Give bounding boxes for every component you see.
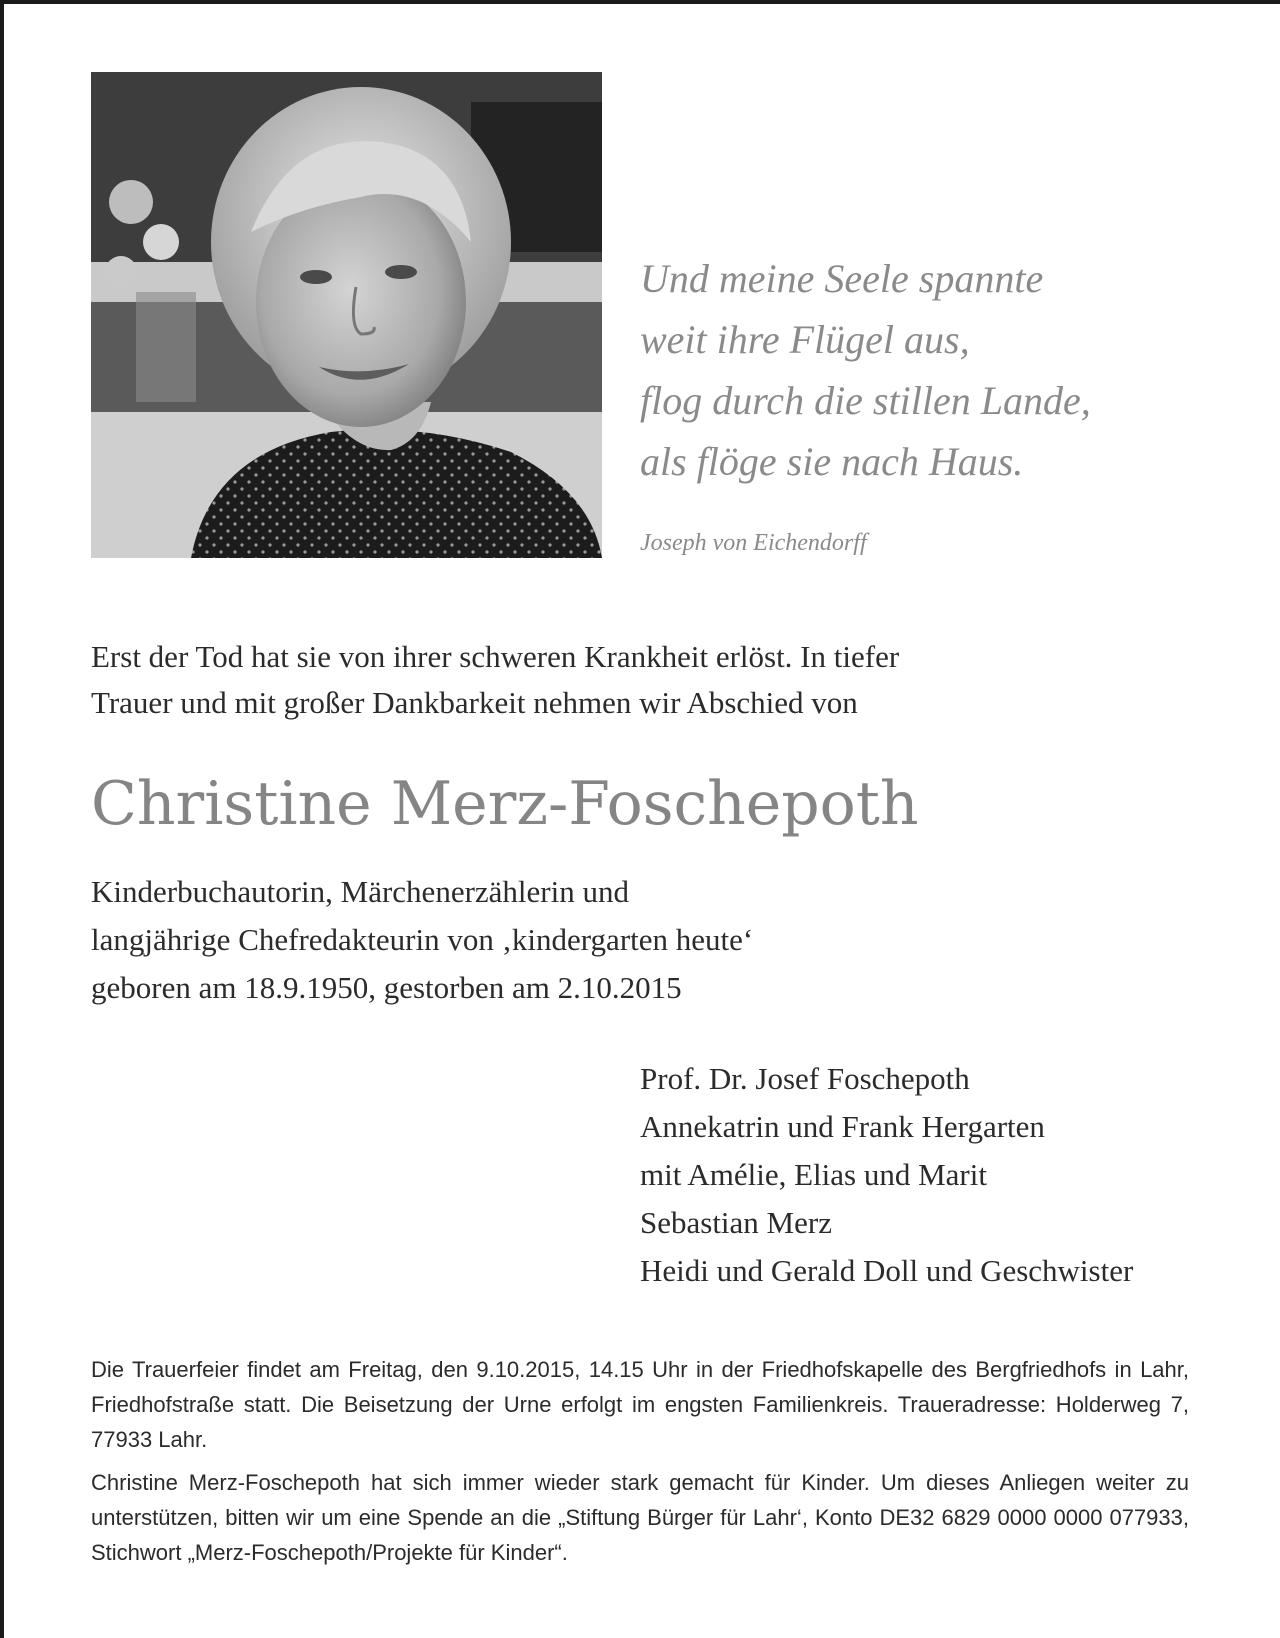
intro-line: Trauer und mit großer Dankbarkeit nehmen wir Abschied von [91,685,858,720]
deceased-name: Christine Merz-Foschepoth [91,769,919,839]
poem-line: als flöge sie nach Haus. [640,439,1024,484]
family-member: Heidi und Gerald Doll und Geschwister [640,1253,1134,1288]
poem-line: Und meine Seele spannte [640,256,1044,301]
bio-line: Kinderbuchautorin, Märchenerzählerin und [91,874,629,909]
family-member: Sebastian Merz [640,1205,832,1240]
intro-line: Erst der Tod hat sie von ihrer schweren Krankheit erlöst. In tiefer [91,639,900,674]
notes [91,1352,1189,1578]
poem-line: weit ihre Flügel aus, [640,317,970,362]
bio-line: langjährige Chefredakteurin von ‚kindergarten heute‘ [91,922,754,957]
poem [640,248,1240,492]
family-member: Prof. Dr. Josef Foschepoth [640,1061,970,1096]
family-member: mit Amélie, Elias und Marit [640,1157,987,1192]
family-member: Annekatrin und Frank Hergarten [640,1109,1045,1144]
portrait-image [91,72,602,558]
portrait-photo [91,72,602,558]
bio-dates: geboren am 18.9.1950, gestorben am 2.10.2015 [91,970,682,1005]
intro-text [91,634,1091,726]
poem-line: flog durch die stillen Lande, [640,378,1091,423]
donation-info: Christine Merz-Foschepoth hat sich immer wieder stark gemacht für Kinder. Um dieses Anliegen weiter zu unterstützen, bitten wir um eine Spende an die „Stiftung Bürger für Lahr‘, Konto DE32 6829 0000 0000 077933, Stichwort „Merz-Foschepoth/Projekte für Kinder“. [91,1470,1189,1565]
family-list [640,1055,1260,1295]
bio-text [91,868,991,1012]
funeral-info: Die Trauerfeier findet am Freitag, den 9.10.2015, 14.15 Uhr in der Friedhofskapelle des Bergfriedhofs in Lahr, Friedhofstraße statt. Die Beisetzung der Urne erfolgt im engsten Familienkreis. Traueradresse: Holderweg 7, 77933 Lahr. [91,1357,1189,1452]
poem-author: Joseph von Eichendorff [640,530,867,556]
